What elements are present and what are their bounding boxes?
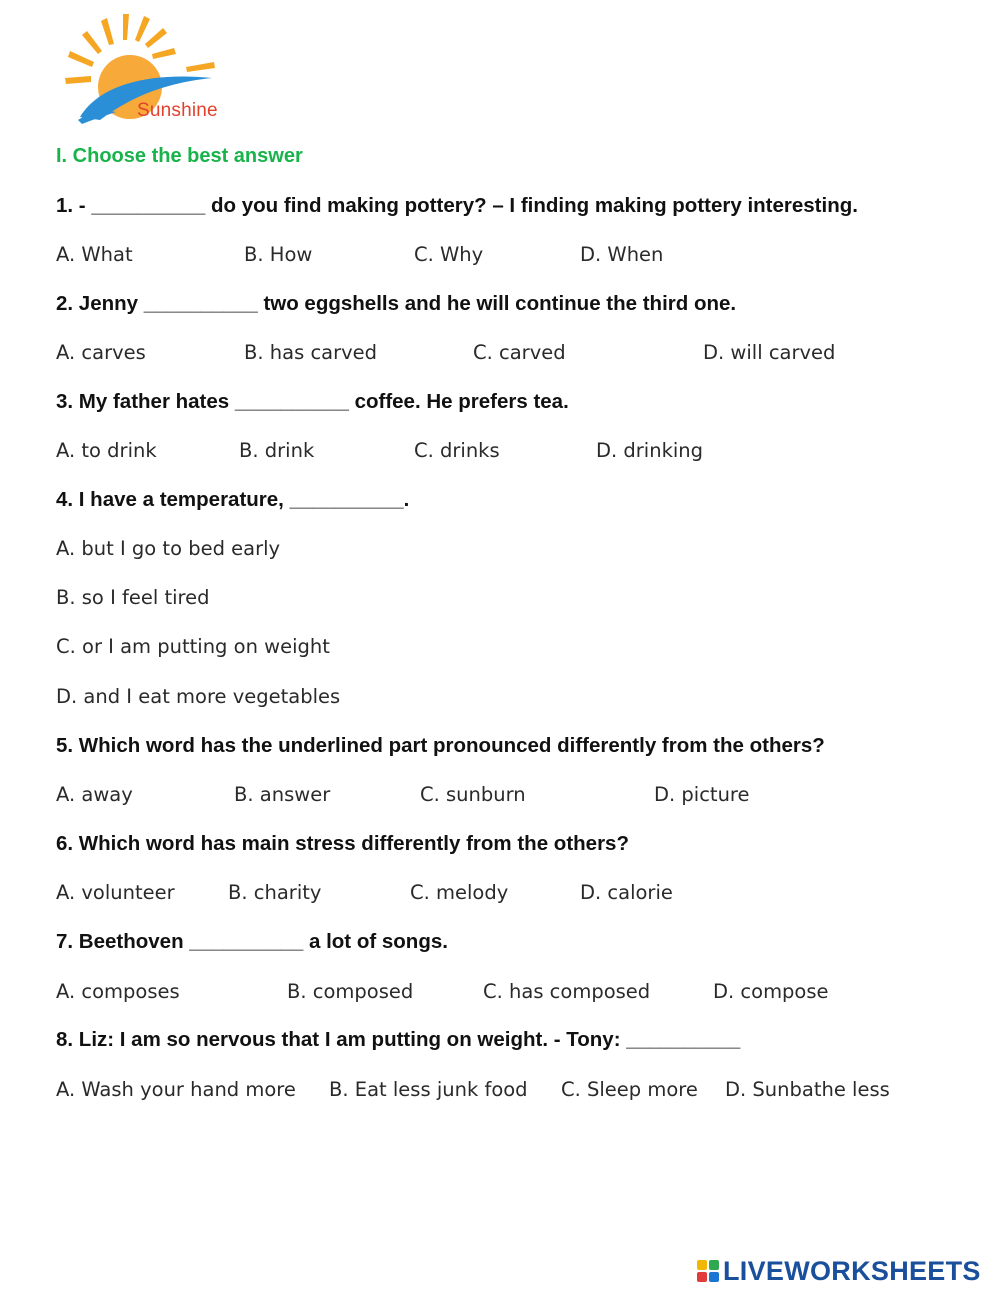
- question-8-text: 8. Liz: I am so nervous that I am putting on weight. - Tony: __________: [56, 1028, 741, 1051]
- liveworksheets-brand: [697, 1256, 981, 1286]
- q3-option-c[interactable]: C. drinks: [414, 439, 500, 462]
- q3-option-b[interactable]: B. drink: [239, 439, 315, 462]
- question-6-text: 6. Which word has main stress differently from the others?: [56, 832, 629, 855]
- q5-option-d[interactable]: D. picture: [654, 783, 750, 806]
- q6-option-b[interactable]: B. charity: [228, 881, 322, 904]
- q2-option-b[interactable]: B. has carved: [244, 341, 378, 364]
- logo-block-green: [709, 1260, 719, 1270]
- q7-option-c[interactable]: C. has composed: [483, 980, 651, 1003]
- q1-option-d[interactable]: D. When: [580, 243, 664, 266]
- q1-option-b[interactable]: B. How: [244, 243, 313, 266]
- q4-option-c[interactable]: C. or I am putting on weight: [56, 635, 330, 658]
- q1-option-a[interactable]: A. What: [56, 243, 133, 266]
- question-5-text: 5. Which word has the underlined part pronounced differently from the others?: [56, 734, 825, 757]
- liveworksheets-text: LIVEWORKSHEETS: [723, 1255, 981, 1286]
- q7-option-d[interactable]: D. compose: [713, 980, 829, 1003]
- question-3-text: 3. My father hates __________ coffee. He prefers tea.: [56, 390, 569, 413]
- q3-option-a[interactable]: A. to drink: [56, 439, 157, 462]
- q2-option-c[interactable]: C. carved: [473, 341, 566, 364]
- question-7-text: 7. Beethoven __________ a lot of songs.: [56, 930, 448, 953]
- question-4-text: 4. I have a temperature, __________.: [56, 488, 410, 511]
- q5-option-b[interactable]: B. answer: [234, 783, 331, 806]
- q4-option-a[interactable]: A. but I go to bed early: [56, 537, 281, 560]
- q1-option-c[interactable]: C. Why: [414, 243, 484, 266]
- q5-option-a[interactable]: A. away: [56, 783, 133, 806]
- question-2-text: 2. Jenny __________ two eggshells and he will continue the third one.: [56, 292, 737, 315]
- q6-option-c[interactable]: C. melody: [410, 881, 509, 904]
- liveworksheets-logo-icon: [697, 1260, 719, 1282]
- q4-option-b[interactable]: B. so I feel tired: [56, 586, 210, 609]
- q8-option-a[interactable]: A. Wash your hand more: [56, 1078, 296, 1101]
- q6-option-a[interactable]: A. volunteer: [56, 881, 175, 904]
- q6-option-d[interactable]: D. calorie: [580, 881, 673, 904]
- logo-block-yellow: [697, 1260, 707, 1270]
- q2-option-d[interactable]: D. will carved: [703, 341, 836, 364]
- logo-block-blue: [709, 1272, 719, 1282]
- logo-block-red: [697, 1272, 707, 1282]
- q7-option-b[interactable]: B. composed: [287, 980, 414, 1003]
- q7-option-a[interactable]: A. composes: [56, 980, 180, 1003]
- section-title: I. Choose the best answer: [56, 145, 303, 167]
- q2-option-a[interactable]: A. carves: [56, 341, 146, 364]
- q3-option-d[interactable]: D. drinking: [596, 439, 704, 462]
- q8-option-c[interactable]: C. Sleep more: [561, 1078, 698, 1101]
- logo-text: Sunshine: [137, 100, 218, 121]
- q5-option-c[interactable]: C. sunburn: [420, 783, 526, 806]
- question-1-text: 1. - __________ do you find making pottery? – I finding making pottery interesting.: [56, 194, 858, 217]
- q4-option-d[interactable]: D. and I eat more vegetables: [56, 685, 341, 708]
- q8-option-d[interactable]: D. Sunbathe less: [725, 1078, 890, 1101]
- q8-option-b[interactable]: B. Eat less junk food: [329, 1078, 528, 1101]
